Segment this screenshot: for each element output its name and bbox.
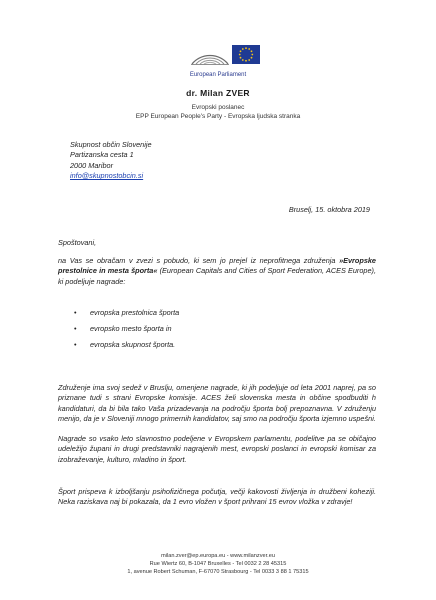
- sender-name: dr. Milan ZVER: [186, 88, 250, 98]
- footer-contacts: milan.zver@ep.europa.eu - www.milanzver.eu: [161, 553, 275, 559]
- list-item: • evropska prestolnica športa: [74, 305, 179, 321]
- letter-date: Bruselj, 15. oktobra 2019: [288, 205, 370, 214]
- list-item: • evropsko mesto športa in: [74, 321, 179, 337]
- bullet-icon: •: [74, 340, 77, 349]
- bullet-icon: •: [74, 308, 77, 317]
- eu-flag-icon: [232, 45, 260, 64]
- footer-address-brussels: Rue Wiertz 60, B-1047 Bruxelles - Tel 0032 2 28 45315: [149, 561, 287, 567]
- organization-name: European Parliament: [189, 72, 247, 78]
- recipient-address: [70, 140, 370, 182]
- sender-role: Evropski poslanec: [191, 104, 245, 111]
- footer-address-strasbourg: 1, avenue Robert Schuman, F-67070 Strasbourg - Tel 0033 3 88 1 75315: [127, 569, 309, 575]
- hemicycle-icon: [191, 55, 229, 64]
- paragraph-ceremony: Nagrade so vsako leto slavnostno podeljene v Evropskem parlamentu, podelitve pa se običajno udeležijo župani in drugi predstavniki nagrajenih mest, evropski poslanci in evropski komisar za izobraževanje, kulturo, mladino in šport.: [58, 434, 376, 464]
- paragraph-intro-text: na Vas se obračam v zvezi s pobudo, ki sem jo prejel iz neprofitnega združenja: [58, 256, 340, 265]
- paragraph-benefits: Šport prispeva k izboljšanju psihofizičnega počutja, večji kakovosti življenja in družbeni koheziji. Neka raziskava naj bi pokazala, da 1 evro vložen v šport prihrani 15 evrov vložka v zdravje!: [58, 487, 376, 507]
- paragraph-intro-continued: (European Capitals and Cities of Sport Federation, ACES Europe), ki podeljuje nagrade:: [58, 266, 376, 286]
- recipient-city: 2000 Maribor: [70, 160, 113, 170]
- paragraph-intro: [58, 256, 376, 287]
- list-item: • evropska skupnost športa.: [74, 337, 179, 353]
- awards-list: [74, 305, 179, 353]
- recipient-name: Skupnost občin Slovenije: [70, 140, 152, 149]
- recipient-street: Partizanska cesta 1: [70, 150, 134, 160]
- letter-footer: [0, 552, 436, 576]
- european-parliament-logo: [188, 40, 264, 68]
- recipient-email-link[interactable]: info@skupnostobcin.si: [70, 171, 144, 181]
- bullet-icon: •: [74, 324, 77, 333]
- greeting: Spoštovani,: [58, 238, 97, 247]
- paragraph-association: Združenje ima svoj sedež v Bruslju, omenjene nagrade, ki jih podeljuje od leta 2001 naprej, pa so priznane tudi s strani Evropske komisije. ACES želi slovenska mesta in občine spodbuditi h kandidaturi, da bi bila tako Vaša prizadevanja na področju športa bolj prepoznavna. V združenju menijo, da je v Sloveniji mnogo primernih kandidatov, saj smo na področju športa izjemno uspešni.: [58, 383, 376, 424]
- sender-party: EPP European People's Party - Evropska ljudska stranka: [135, 113, 301, 120]
- organization-highlight: »Evropske prestolnice in mesta športa«: [58, 256, 376, 276]
